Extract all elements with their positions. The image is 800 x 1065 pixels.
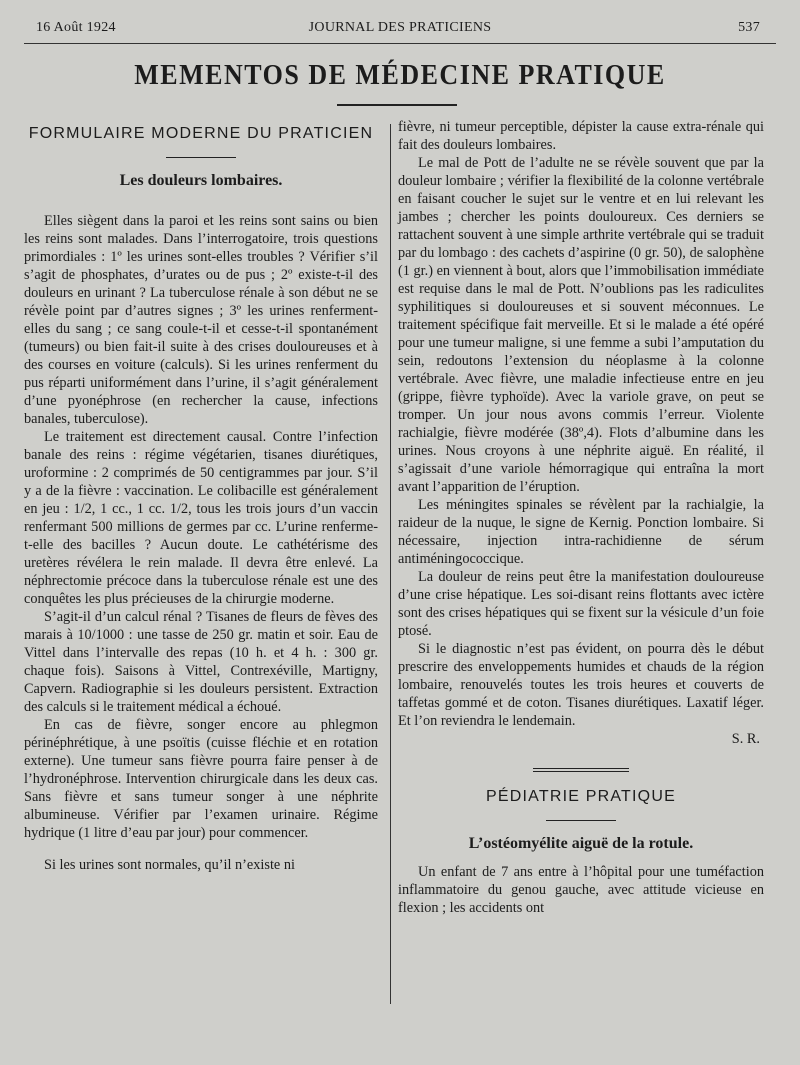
paragraph: fièvre, ni tumeur perceptible, dépister la cause extra-rénale qui fait des douleurs lombaires. (398, 119, 764, 153)
paragraph: Si les urines sont normales, qu’il n’existe ni (44, 857, 295, 873)
title-rule (337, 104, 457, 106)
paragraph: Les méningites spinales se révèlent par la rachialgie, la raideur de la nuque, le signe de Kernig. Ponction lombaire. Si nécessaire, injection intra-rachidienne de sérum antiméningococcique. (398, 497, 764, 567)
article-title-douleurs: Les douleurs lombaires. (119, 172, 283, 189)
section-heading-pediatrie: PÉDIATRIE PRATIQUE (486, 788, 676, 805)
paragraph: En cas de fièvre, songer encore au phlegmon périnéphrétique, à une psoïtis (cuisse fléchie et en rotation externe). Une tumeur sans fièvre pourra faire penser à de l’hydronéphrose. Intervention chirurgicale dans les deux cas. Sans fièvre et sans tumeur songer à une néphrite albumineuse. Vérifier par l’examen urinaire. Régime hydrique (1 litre d’eau par jour) pour commencer. (24, 717, 378, 841)
main-title: MEMENTOS DE MÉDECINE PRATIQUE (134, 58, 666, 91)
header-journal-name: JOURNAL DES PRATICIENS (308, 20, 492, 35)
signature: S. R. (731, 731, 760, 747)
article-title-osteomyelite: L’ostéomyélite aiguë de la rotule. (468, 835, 694, 852)
paragraph: Le traitement est directement causal. Contre l’infection banale des reins : régime végétarien, tisanes diurétiques, uroformine : 2 comprimés de 50 centigrammes par jour. S’il y a de la fièvre : vaccination. Le colibacille est généralement en jeu : 1/2, 1 cc., 1 cc. 1/2, tous les trois jours d’un vaccin renfermant 500 millions de germes par cc. L’urine renferme-t-elle des bacilles ? Aucun doute. Le cathétérisme des uretères révélera le rein malade. Il devra être enlevé. La néphrectomie précoce dans la tuberculose rénale est une des conquêtes les plus précieuses de la chirurgie moderne. (24, 429, 378, 607)
header-date: 16 Août 1924 (36, 20, 116, 35)
paragraph: Si le diagnostic n’est pas évident, on pourra dès le début prescrire des enveloppements humides et chauds de la région lombaire, renouvelés toutes les trois heures et couverts de taffetas gommé et de coton. Tisanes diurétiques. Laxatif léger. Et l’on reviendra le lendemain. (398, 641, 764, 729)
paragraph: Elles siègent dans la paroi et les reins sont sains ou bien les reins sont malades. Dans l’interrogatoire, trois questions primordiales : 1º les urines sont-elles troubles ? Vérifier s’il s’agit de phosphates, d’urates ou de pus ; 2º existe-t-il des douleurs en urinant ? La tuberculose rénale à son début ne se révèle point par d’autres signes ; 3º les urines renferment-elles du sang ; ce sang coule-t-il et cesse-t-il spontanément (tumeurs) ou bien fait-il suite à des crises douloureuses et à des courses en voiture (calculs). Si les urines renferment du pus réparti uniformément dans l’urine, il s’agit généralement d’une pyonéphrose (en rechercher la cause, infections banales, tuberculose). (24, 213, 378, 427)
double-rule (533, 768, 629, 772)
header-page-number: 537 (738, 20, 760, 35)
section-heading-formulaire: FORMULAIRE MODERNE DU PRATICIEN (28, 125, 374, 142)
paragraph: S’agit-il d’un calcul rénal ? Tisanes de fleurs de fèves des marais à 10/1000 : une tasse de 250 gr. matin et soir. Eau de Vittel dans l’intervalle des repas (10 h. et 4 h. : 300 gr. chaque fois). Saisons à Vittel, Contrexéville, Martigny, Capvern. Radiographie si les douleurs persistent. Extraction des calculs si le traitement médical a échoué. (24, 609, 378, 715)
left-column (24, 125, 378, 874)
column-separator (390, 124, 391, 1004)
paragraph: Un enfant de 7 ans entre à l’hôpital pour une tuméfaction inflammatoire du genou gauche, avec attitude vicieuse en flexion ; les accidents ont (398, 864, 764, 916)
paragraph: Le mal de Pott de l’adulte ne se révèle souvent que par la douleur lombaire ; vérifier la flexibilité de la colonne vertébrale en faisant coucher le sujet sur le ventre et en lui relevant les jambes ; chercher les points douloureux. Ces derniers se rattachent souvent à une simple arthrite vertébrale qui se traduit par du lombago : des cachets d’aspirine (0 gr. 50), de salophène (1 gr.) en viennent à bout, alors que l’immobilisation immédiate est requise dans le mal de Pott. N’oublions pas les radiculites syphilitiques si douloureuses et si souvent méconnues. Le traitement spécifique fait merveille. Et si le malade a été opéré pour une tumeur maligne, si une femme a subi l’amputation du sein, redoutons l’extension du néoplasme à la colonne vertébrale. Avec fièvre, une maladie infectieuse entre en jeu (grippe, fièvre typhoïde). Avec la variole grave, on peut se tromper. Un jour nous avons commis l’erreur. Violente rachialgie, fièvre modérée (38º,4). Flots d’albumine dans les urines. Nous croyons à une néphrite aiguë. En réalité, il s’agissait d’une variole hémorragique qui entraîna la mort avant l’apparition de l’éruption. (398, 155, 764, 495)
paragraph: La douleur de reins peut être la manifestation douloureuse d’une crise hépatique. Les soi-disant reins flottants avec ictère sont des crises hépatiques qui se fixent sur la vésicule d’un foie ptosé. (398, 569, 764, 639)
section-rule (546, 820, 616, 821)
section-rule (166, 157, 236, 158)
header-rule (24, 43, 776, 44)
right-column (398, 118, 764, 917)
